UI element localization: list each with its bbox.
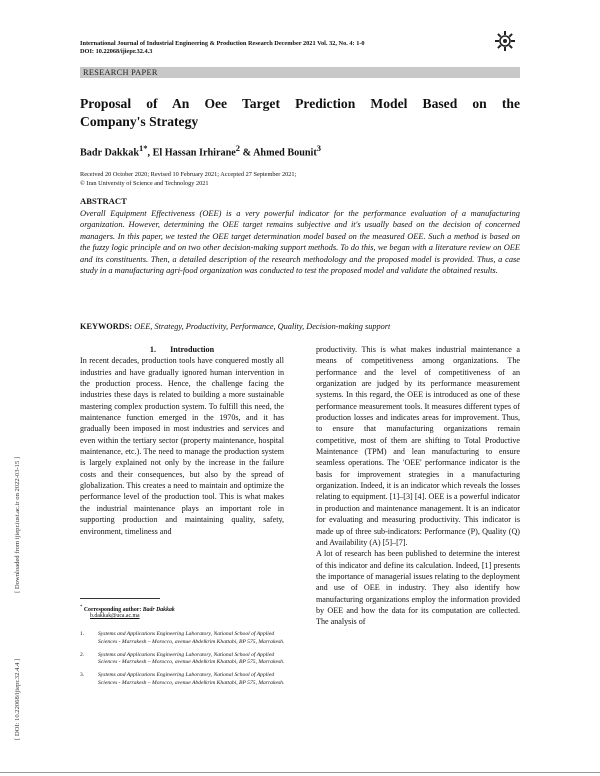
keywords [80,322,390,331]
abstract-heading: ABSTRACT [80,196,127,206]
journal-doi: DOI: 10.22068/ijiepr.32.4.3 [80,48,153,55]
journal-citation: International Journal of Industrial Engineering & Production Research December 2021 Vol. 32, No. 4: 1-0 [80,40,365,47]
corresponding-name: Badr Dakkak [142,606,175,613]
affiliation-item [80,631,285,647]
keywords-list: OEE, Strategy, Productivity, Performance, Quality, Decision-making support [134,322,391,331]
body-paragraph: In recent decades, production tools have conquered mostly all industries and have gradually ignored human intervention in the production process. Hence, the challenge facing the industries these days is related to building a more sustainable mastering complex production system. To fulfill this need, the maintenance function emerged in the 1970s, and it has gradually been imposed in most industries and services and even within the tertiary sector (property maintenance, hospital maintenance, etc.). The need to manage the production system is largely explained not only by the increase in the failure costs and their consequences, but also by the spread of globalization. This creates a need to maintain and optimize the performance level of the production tool. This is what makes the industrial maintenance plays an important role in supporting production and maintaining quality, safety, environment, timeliness and [80,356,284,536]
university-emblem-icon [494,30,516,52]
paper-title [80,95,520,131]
section-heading: 1. Introduction [149,345,215,354]
footnote-mark: * [80,605,83,610]
received-dates: Received 20 October 2020; Revised 10 February 2021; Accepted 27 September 2021; [80,171,297,178]
author-separator: , [147,147,153,159]
body-paragraph: A lot of research has been published to determine the interest of this indicator and define its calculation. Indeed, [1] presents the importance of managerial issues relating to the deployment and use of OEE in industry. They also identify how manufacturing organizations employ the information provided by OEE and how the data for its computation are collected. The analysis of [316,549,520,627]
section-label: RESEARCH PAPER [83,68,158,77]
author-affiliation-mark: 2 [235,143,241,153]
affiliation-item [80,652,285,668]
author-affiliation-mark: 1* [138,143,148,153]
title-line-2: Company's Strategy [80,114,199,129]
author-affiliation-mark: 3 [316,143,322,153]
body-column-left [80,344,284,537]
body-paragraph: productivity. This is what makes industrial maintenance a means of competitiveness among organizations. The performance and the level of competitiveness of an organization are judged by its performance measurement systems. In this regard, the OEE is introduced as one of these performance measurement tools. It measures different types of production losses and indicates areas for improvement. Thus, to ensure that manufacturing organizations remain competitive, most of them are shifting to Total Productive Maintenance (TPM) and lean manufacturing to ensure seamless operations. The 'OEE' performance indicator is the basis for improvement strategies in a manufacturing organization. Indeed, it is an indicator which reveals the losses relating to equipment. [1]–[3] [4]. OEE is a powerful indicator in production and maintenance management. It is an indicator for evaluating and measuring productivity. This indicator is made up of three sub-indicators: Performance (P), Quality (Q) and Availability (A) [5]–[7]. [316,345,520,547]
corresponding-author [80,603,175,619]
corresponding-email-link[interactable]: b.dakkak@uca.ac.ma [90,613,140,619]
section-label-bar [80,67,520,78]
author-list [80,143,321,158]
article-dates [80,170,296,188]
keywords-label: KEYWORDS: [80,322,133,331]
abstract-text: Overall Equipment Effectiveness (OEE) is a very powerful indicator for the performance evaluation of a manufacturing organization. However, determining the OEE target remains subjective and it's usually based on the decision of concerned managers. In this paper, we tested the OEE target determination model based on the measured OEE. Such a method is based on the fuzzy logic principle and on two other decision-making support methods. To do this, we began with a literature review on OEE and its constituents. Then, a detailed description of the research methodology and the proposed model is provided. Thus, a case study in a manufacturing agri-food organization was conducted to test the proposed model and validate the obtained results. [80,209,520,276]
download-watermark-text: [ DOI: 10.22068/ijiepr.32.4.4 ] [ Downloaded from ijiepr.iust.ac.ir on 2022-03-15 ] [14,456,21,740]
journal-header [80,40,480,56]
affiliation-text: Systems and Applications Engineering Laboratory, National School of Applied Sciences - Marrakesh – Morocco, avenue Abdelkrim Khattabi, BP 575, Marrakesh. [98,672,285,686]
author-name: El Hassan Irhirane [152,147,236,159]
footnote-divider [80,598,160,599]
body-column-right [316,344,520,628]
affiliation-number: 3. [80,672,85,679]
author-name: Ahmed Bounit [253,147,317,159]
copyright: © Iran University of Science and Technology 2021 [80,180,209,187]
affiliation-text: Systems and Applications Engineering Laboratory, National School of Applied Sciences - Marrakesh – Morocco, avenue Abdelkrim Khattabi, BP 575, Marrakesh. [98,651,285,666]
title-line-1: Proposal of An Oee Target Prediction Model Based on the [80,96,520,111]
affiliation-item [80,672,285,688]
affiliation-list [80,631,285,693]
author-separator: & [240,147,254,159]
author-name: Badr Dakkak [80,147,139,159]
affiliation-number: 2. [80,651,85,658]
affiliation-text: Systems and Applications Engineering Laboratory, National School of Applied Sciences - Marrakesh – Morocco, avenue Abdelkrim Khattabi, BP 575, Marrakesh. [98,631,285,645]
affiliation-number: 1. [80,631,85,637]
corresponding-label: Corresponding author: [83,606,142,613]
page-bottom-rule [0,772,600,773]
